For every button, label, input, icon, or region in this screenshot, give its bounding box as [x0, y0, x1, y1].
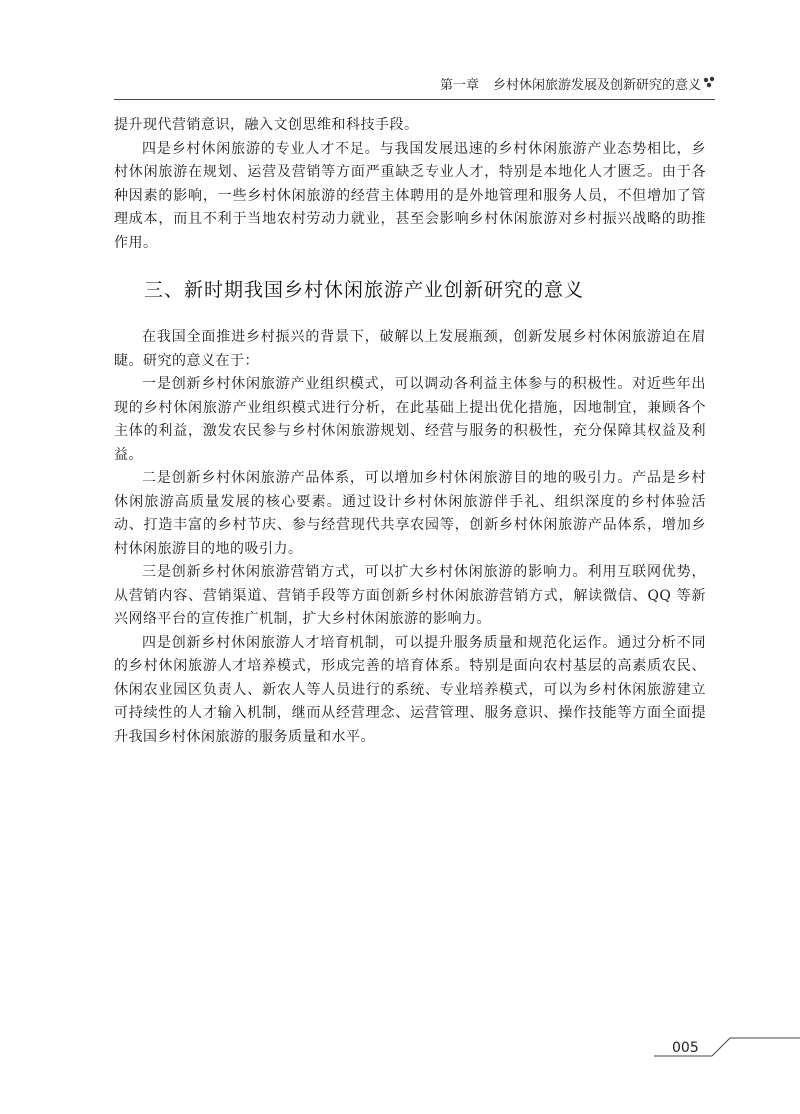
paragraph-point-four: 四是创新乡村休闲旅游人才培育机制，可以提升服务质量和规范化运作。通过分析不同的乡村休闲旅游人才培养模式，形成完善的培育体系。特别是面向农村基层的高素质农民、休闲农业园区负责人、新农人等人员进行的系统、专业培养模式，可以为乡村休闲旅游建立可持续性的人才输入机制，继而从经营理念、运营管理、服务意识、操作技能等方面全面提升我国乡村休闲旅游的服务质量和水平。 — [114, 634, 706, 745]
tri-dot-ornament-icon — [703, 76, 715, 88]
paragraph-intro: 在我国全面推进乡村振兴的背景下，破解以上发展瓶颈，创新发展乡村休闲旅游迫在眉睫。研究的意义在于： — [114, 329, 706, 369]
paragraph-talent-shortage: 四是乡村休闲旅游的专业人才不足。与我国发展迅速的乡村休闲旅游产业态势相比，乡村休闲旅游在规划、运营及营销等方面严重缺乏专业人才，特别是本地化人才匮乏。由于各种因素的影响，一些乡村休闲旅游的经营主体聘用的是外地管理和服务人员，不但增加了管理成本，而且不利于当地农村劳动力就业，甚至会影响乡村休闲旅游对乡村振兴战略的助推作用。 — [114, 140, 706, 251]
page-body — [114, 114, 706, 749]
paragraph-continued: 提升现代营销意识，融入文创思维和科技手段。 — [114, 117, 419, 133]
section-heading: 三、新时期我国乡村休闲旅游产业创新研究的意义 — [144, 279, 585, 301]
chapter-title: 乡村休闲旅游发展及创新研究的意义 — [492, 78, 701, 93]
page-number: 005 — [672, 1040, 699, 1056]
header-rule — [114, 99, 715, 100]
paragraph-point-one: 一是创新乡村休闲旅游产业组织模式，可以调动各利益主体参与的积极性。对近些年出现的乡村休闲旅游产业组织模式进行分析，在此基础上提出优化措施，因地制宜，兼顾各个主体的利益，激发农民参与乡村休闲旅游规划、经营与服务的积极性，充分保障其权益及利益。 — [114, 376, 706, 463]
running-header — [114, 70, 715, 100]
chapter-label: 第一章 — [439, 78, 479, 93]
running-header-title — [440, 74, 701, 93]
paragraph-point-two: 二是创新乡村休闲旅游产品体系，可以增加乡村休闲旅游目的地的吸引力。产品是乡村休闲旅游高质量发展的核心要素。通过设计乡村休闲旅游伴手礼、组织深度的乡村体验活动、打造丰富的乡村节庆、参与经营现代共享农园等，创新乡村休闲旅游产品体系，增加乡村休闲旅游目的地的吸引力。 — [114, 470, 706, 557]
paragraph-point-three: 三是创新乡村休闲旅游营销方式，可以扩大乡村休闲旅游的影响力。利用互联网优势，从营销内容、营销渠道、营销手段等方面创新乡村休闲旅游营销方式，解读微信、QQ 等新兴网络平台的宣传推广机制，扩大乡村休闲旅游的影响力。 — [114, 564, 706, 627]
page-footer — [654, 1036, 800, 1066]
